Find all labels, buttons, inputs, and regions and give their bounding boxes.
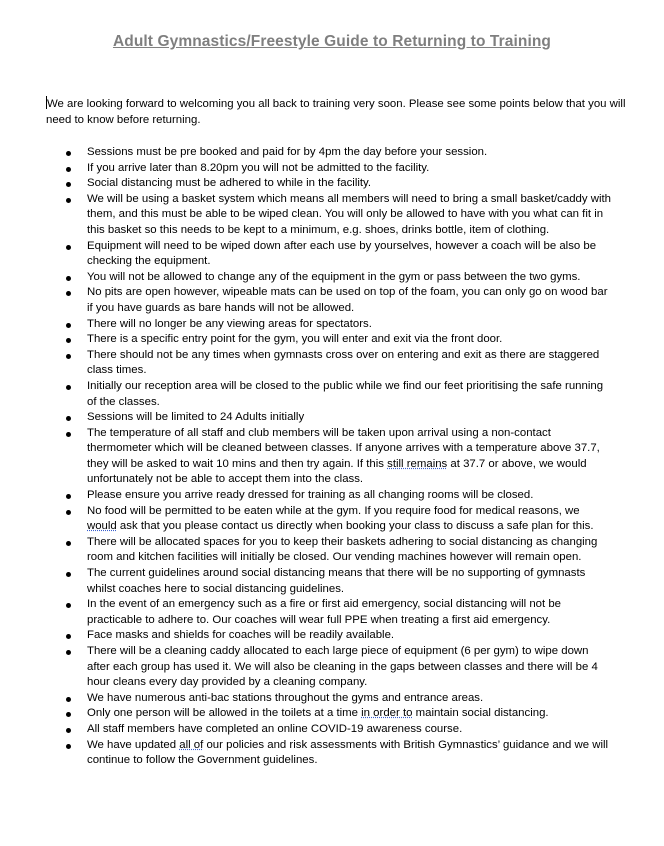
bullet-item xyxy=(0,426,611,488)
bullet-dot-icon xyxy=(66,728,71,733)
bullet-text: our policies and risk assessments with British Gymnastics’ guidance and we will continue to follow the Government guidelines. xyxy=(87,738,609,767)
bullet-item xyxy=(0,176,611,192)
bullet-dot-icon xyxy=(66,182,71,187)
bullet-text: Please ensure you arrive ready dressed for training as all changing rooms will be closed. xyxy=(87,489,534,502)
bullet-dot-icon xyxy=(66,712,71,717)
bullet-item xyxy=(0,348,611,379)
bullet-text: maintain social distancing. xyxy=(412,707,549,720)
bullet-dot-icon xyxy=(66,354,71,359)
bullet-text: ask that you please contact us directly when booking your class to discuss a safe plan for this. xyxy=(116,520,594,533)
grammar-flagged-text: all of xyxy=(179,738,204,751)
bullet-text: We have updated xyxy=(87,738,180,751)
bullet-item xyxy=(0,628,611,644)
bullet-item xyxy=(0,317,611,333)
bullet-item xyxy=(0,706,611,722)
intro-paragraph xyxy=(46,96,626,128)
bullet-dot-icon xyxy=(66,338,71,343)
bullet-item xyxy=(0,332,611,348)
bullet-text: Initially our reception area will be closed to the public while we find our feet prioritising the safe running of the classes. xyxy=(87,379,604,408)
bullet-item xyxy=(0,566,611,597)
bullet-text: There is a specific entry point for the gym, you will enter and exit via the front door. xyxy=(87,333,503,346)
bullet-item xyxy=(0,285,611,316)
bullet-dot-icon xyxy=(66,198,71,203)
bullet-text: In the event of an emergency such as a fire or first aid emergency, social distancing will not be practicable to adhere to. Our coaches will wear full PPE when treating a first aid emergency. xyxy=(87,598,562,626)
bullet-dot-icon xyxy=(66,245,71,250)
bullet-text: No pits are open however, wipeable mats can be used on top of the foam, you can only go on wood bar if you have guards as bare hands will not be allowed. xyxy=(87,286,608,314)
bullet-item xyxy=(0,504,611,535)
bullet-text: Sessions must be pre booked and paid for by 4pm the day before your session. xyxy=(87,146,488,158)
bullet-text: You will not be allowed to change any of the equipment in the gym or pass between the two gyms. xyxy=(87,270,581,283)
bullet-dot-icon xyxy=(66,744,71,749)
bullet-item xyxy=(0,691,611,707)
bullet-item xyxy=(0,379,611,410)
bullet-dot-icon xyxy=(66,572,71,577)
bullet-text: Social distancing must be adhered to while in the facility. xyxy=(87,177,372,190)
bullet-text: The temperature of all staff and club members will be taken upon arrival using a non-contact thermometer which will be cleaned between classes. If anyone arrives with a temperature above 37.7, they will be asked to wait 10 mins and then try again. If this xyxy=(87,426,600,470)
bullet-dot-icon xyxy=(66,432,71,437)
bullet-text: The current guidelines around social distancing means that there will be no supporting of gymnasts whilst coaches here to social distancing guidelines. xyxy=(87,567,586,595)
bullet-text: No food will be permitted to be eaten while at the gym. If you require food for medical reasons, we xyxy=(87,504,580,517)
bullet-dot-icon xyxy=(66,323,71,328)
bullet-dot-icon xyxy=(66,541,71,546)
bullet-item xyxy=(0,722,611,738)
grammar-flagged-text: still remains xyxy=(387,457,448,470)
bullet-list xyxy=(0,145,664,769)
bullet-text: Face masks and shields for coaches will be readily available. xyxy=(87,629,395,642)
bullet-item xyxy=(0,644,611,691)
bullet-text: Sessions will be limited to 24 Adults initially xyxy=(87,411,305,424)
bullet-item xyxy=(0,535,611,566)
bullet-item xyxy=(0,239,611,270)
bullet-dot-icon xyxy=(66,634,71,639)
bullet-text: Only one person will be allowed in the toilets at a time xyxy=(87,707,362,720)
bullet-item xyxy=(0,270,611,286)
bullet-dot-icon xyxy=(66,291,71,296)
grammar-flagged-text: in order to xyxy=(361,707,413,720)
page-title: Adult Gymnastics/Freestyle Guide to Returning to Training xyxy=(112,33,552,50)
bullet-dot-icon xyxy=(66,167,71,172)
bullet-dot-icon xyxy=(66,603,71,608)
bullet-text: There will no longer be any viewing areas for spectators. xyxy=(87,317,372,330)
bullet-item xyxy=(0,410,611,426)
bullet-text: If you arrive later than 8.20pm you will not be admitted to the facility. xyxy=(87,161,430,174)
bullet-dot-icon xyxy=(66,385,71,390)
bullet-text: Equipment will need to be wiped down after each use by yourselves, however a coach will be also be checking the equipment. xyxy=(87,239,597,268)
bullet-dot-icon xyxy=(66,276,71,281)
bullet-text: There should not be any times when gymnasts cross over on entering and exit as there are staggered class times. xyxy=(87,348,600,377)
bullet-dot-icon xyxy=(66,416,71,421)
bullet-item xyxy=(0,738,611,769)
bullet-item xyxy=(0,145,611,161)
bullet-text: at 37.7 or above, we would unfortunately not be able to accept them into the class. xyxy=(87,457,587,486)
bullet-dot-icon xyxy=(66,697,71,702)
bullet-text: There will be allocated spaces for you to keep their baskets adhering to social distancing as changing room and kitchen facilities will initially be closed. Our vending machines however will remain open. xyxy=(87,535,598,564)
bullet-text: All staff members have completed an online COVID-19 awareness course. xyxy=(87,722,463,735)
intro-text: We are looking forward to welcoming you all back to training very soon. Please see some points below that you will need to know before returning. xyxy=(46,98,626,126)
bullet-item xyxy=(0,192,611,239)
bullet-item xyxy=(0,488,611,504)
bullet-dot-icon xyxy=(66,650,71,655)
bullet-text: There will be a cleaning caddy allocated to each large piece of equipment (6 per gym) to wipe down after each group has used it. We will also be cleaning in the gaps between classes and there will be 4 hour cleans every day provided by a cleaning company. xyxy=(87,645,598,689)
bullet-dot-icon xyxy=(66,510,71,515)
bullet-text: We will be using a basket system which means all members will need to bring a small basket/caddy with them, and this must be able to be wiped clean. You will only be allowed to have with you what can fit in this basket so this needs to be kept to a minimum, e.g. shoes, drinks bottle, item of clothing. xyxy=(87,192,611,236)
bullet-dot-icon xyxy=(66,494,71,499)
bullet-item xyxy=(0,161,611,177)
bullet-dot-icon xyxy=(66,151,71,156)
bullet-item xyxy=(0,597,611,628)
grammar-flagged-text: would xyxy=(87,520,117,533)
bullet-text: We have numerous anti-bac stations throughout the gyms and entrance areas. xyxy=(87,691,484,704)
